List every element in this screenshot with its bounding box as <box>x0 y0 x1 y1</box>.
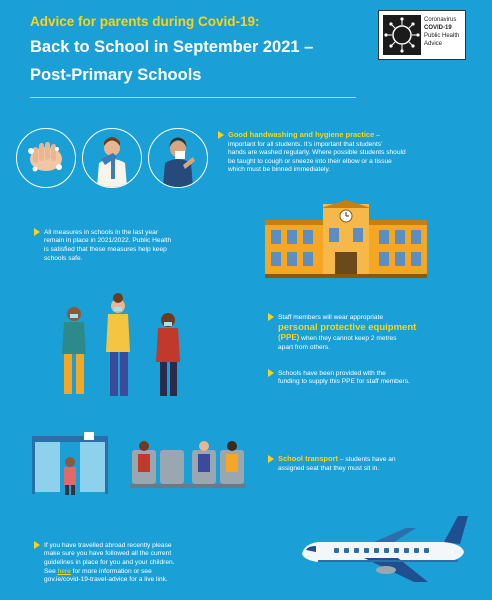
sneezing-tissue-illustration <box>148 128 208 188</box>
travel-see: See <box>44 567 58 575</box>
measures-line1: All measures in schools in the last year <box>44 228 158 236</box>
handwashing-line1: important for all students. It’s important that students’ <box>228 140 383 148</box>
coughing-elbow-illustration <box>82 128 142 188</box>
measures-line2: remain in place in 2021/2022. Public Health <box>44 237 172 245</box>
school-building-illustration <box>265 200 427 283</box>
ppe-tail: apart from others. <box>278 343 331 351</box>
arrow-bullet-icon <box>218 131 224 139</box>
travel-info-link[interactable]: here <box>57 567 71 575</box>
logo-line4: Advice <box>424 41 443 47</box>
ppe-rest: when they cannot keep 2 metres <box>299 335 397 343</box>
bus-seats-illustration <box>130 432 246 501</box>
ppe-funding-line2: funding to supply this PPE for staff members. <box>278 378 410 386</box>
transport-heading: School transport <box>278 454 339 463</box>
handwashing-illustration <box>16 128 76 188</box>
travel-line1: If you have travelled abroad recently please <box>44 541 172 549</box>
airplane-illustration <box>294 510 474 591</box>
header-kicker: Advice for parents during Covid-19: <box>30 14 260 29</box>
ppe-heading: personal protective equipment <box>278 322 417 334</box>
logo-line3: Public Health <box>424 33 460 39</box>
handwashing-line2: hands are washed regularly. Where possible students should <box>228 149 406 157</box>
measures-line4: schools safe. <box>44 254 83 262</box>
travel-last: gov.ie/covid-19-travel-advice for a live link. <box>44 576 168 584</box>
page-title-line1: Back to School in September 2021 – <box>30 38 314 56</box>
measures-line3: is satisfied that these measures help keep <box>44 245 167 253</box>
handwashing-line4: which must be binned immediately. <box>228 166 331 174</box>
ppe-intro: Staff members will wear appropriate <box>278 313 384 321</box>
arrow-bullet-icon <box>34 228 40 236</box>
bus-stop-illustration <box>30 432 110 501</box>
title-divider <box>30 97 356 98</box>
logo-line2: COVID-19 <box>424 25 452 31</box>
travel-line2: make sure you have followed all the current <box>44 550 172 558</box>
covid19-logo <box>378 10 466 60</box>
travel-after-link: for more information or see <box>70 567 152 575</box>
virus-icon <box>383 15 421 55</box>
transport-tail: assigned seat that they must sit in. <box>278 464 380 472</box>
handwashing-line3: be taught to cough or sneeze into their elbow or a tissue <box>228 157 392 165</box>
transport-rest: – students have an <box>338 456 396 463</box>
logo-line1: Coronavirus <box>424 17 457 23</box>
travel-line3: guidelines in place for you and your children. <box>44 558 175 566</box>
ppe-abbr: (PPE) <box>278 333 300 343</box>
arrow-bullet-icon <box>268 313 274 321</box>
staff-in-ppe-illustration <box>56 292 196 407</box>
page-title-line2: Post-Primary Schools <box>30 66 202 84</box>
ppe-funding-line1: Schools have been provided with the <box>278 369 386 377</box>
handwashing-heading: Good handwashing and hygiene practice <box>228 130 375 139</box>
arrow-bullet-icon <box>268 455 274 463</box>
arrow-bullet-icon <box>34 541 40 549</box>
arrow-bullet-icon <box>268 369 274 377</box>
